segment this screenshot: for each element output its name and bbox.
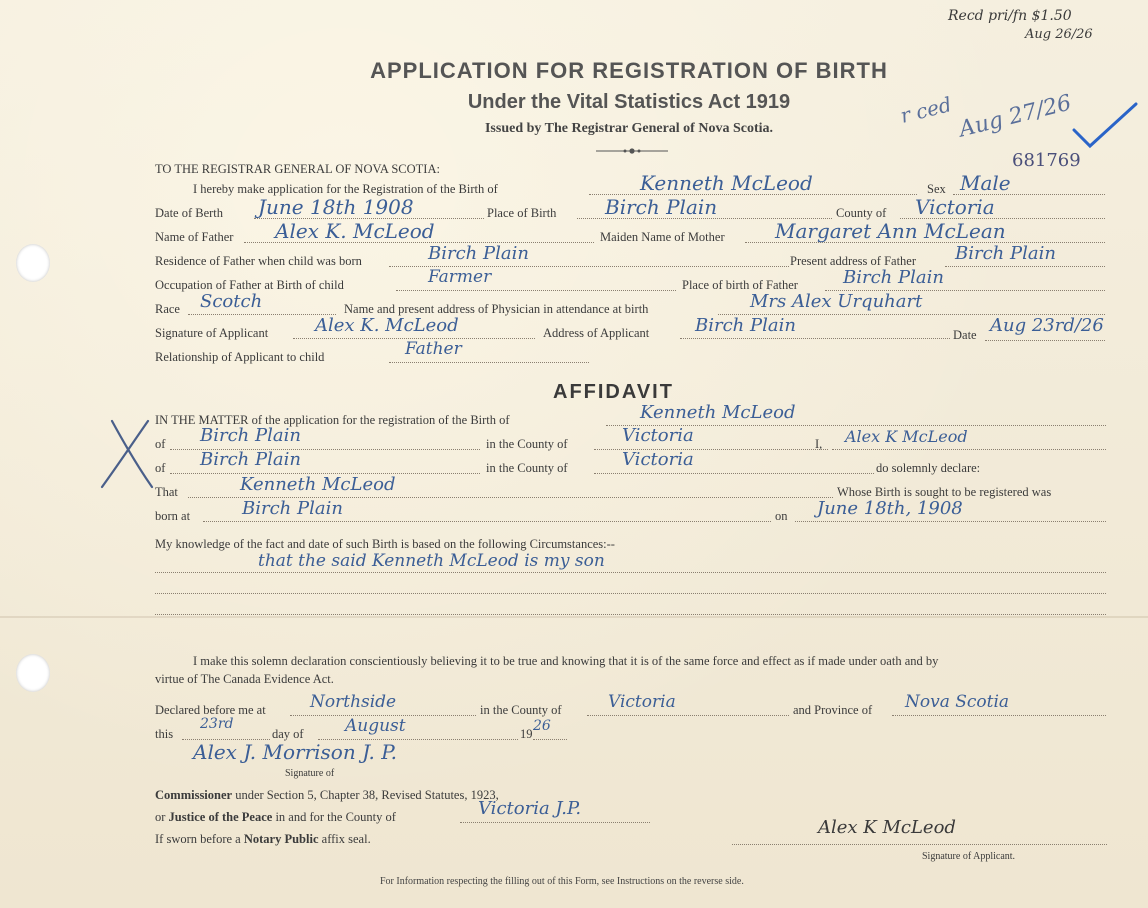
dob-label: Date of Berth xyxy=(155,206,224,220)
sex-label: Sex xyxy=(927,182,946,196)
declared-county-line xyxy=(587,715,789,716)
mother-label: Maiden Name of Mother xyxy=(600,230,725,244)
county2-value: Victoria xyxy=(622,449,694,470)
county-label: County of xyxy=(836,206,887,220)
applicant-signature-line xyxy=(732,844,1107,845)
matter-label: IN THE MATTER of the application for the registration of the Birth of xyxy=(155,413,510,427)
circumstance-line-2 xyxy=(155,593,1106,594)
notary-pre: If sworn before a xyxy=(155,832,241,846)
day-of-label: day of xyxy=(272,727,304,741)
matter-name: Kenneth McLeod xyxy=(640,402,796,423)
jp-county: Victoria J.P. xyxy=(478,798,582,819)
race-label: Race xyxy=(155,302,180,316)
signature-of-label: Signature of xyxy=(285,768,335,779)
received-note: Recd pri/fn $1.50 xyxy=(948,8,1072,24)
x-mark-icon xyxy=(98,415,158,493)
res-father-label: Residence of Father when child was born xyxy=(155,254,362,268)
born-at-value: Birch Plain xyxy=(242,498,343,519)
recd-note: r ced xyxy=(897,92,954,128)
form-title: APPLICATION FOR REGISTRATION OF BIRTH xyxy=(370,58,888,83)
declared-county: Victoria xyxy=(608,692,676,712)
child-name: Kenneth McLeod xyxy=(640,171,813,195)
circumstance-line-3 xyxy=(155,614,1106,615)
present-addr-value: Birch Plain xyxy=(955,243,1056,264)
solemnly-label: do solemnly declare: xyxy=(876,461,981,475)
intro-label: I hereby make application for the Registration of the Birth of xyxy=(193,182,498,196)
present-addr-line xyxy=(945,266,1105,267)
res-father-value: Birch Plain xyxy=(428,243,529,264)
commissioner-text: under Section 5, Chapter 38, Revised Statutes, 1923, xyxy=(235,788,499,802)
addr-applicant-line xyxy=(680,338,950,339)
declared-label: Declared before me at xyxy=(155,703,266,717)
jp-county-line xyxy=(460,822,650,823)
declarant-line xyxy=(832,449,1106,450)
dob-value: June 18th 1908 xyxy=(258,195,414,219)
sex-value: Male xyxy=(960,171,1011,195)
mother-value: Margaret Ann McLean xyxy=(775,219,1006,243)
county-value: Victoria xyxy=(915,195,995,219)
received-note-date: Aug 26/26 xyxy=(1025,27,1093,42)
affidavit-heading: AFFIDAVIT xyxy=(553,381,674,403)
paper-fold xyxy=(0,616,1148,618)
applicant-signature: Alex K McLeod xyxy=(818,817,956,838)
recd-note-date: Aug 27/26 xyxy=(956,90,1074,143)
date-label: Date xyxy=(953,328,977,342)
month-value: August xyxy=(345,716,406,736)
physician-value: Mrs Alex Urquhart xyxy=(750,291,923,312)
race-value: Scotch xyxy=(200,291,263,312)
declared-place: Northside xyxy=(310,692,397,712)
declared-county-label: in the County of xyxy=(480,703,562,717)
year-line xyxy=(533,739,567,740)
province-label: and Province of xyxy=(793,703,873,717)
day-value: 23rd xyxy=(200,716,234,732)
physician-label: Name and present address of Physician in attendance at birth xyxy=(344,302,649,316)
of1-label: of xyxy=(155,437,166,451)
that-label: That xyxy=(155,485,178,499)
issued-by: Issued by The Registrar General of Nova Scotia. xyxy=(484,121,774,136)
ornament-icon xyxy=(596,147,668,155)
present-addr-label: Present address of Father xyxy=(790,254,917,268)
pob-value: Birch Plain xyxy=(605,195,718,219)
born-at-label: born at xyxy=(155,509,191,523)
occupation-label: Occupation of Father at Birth of child xyxy=(155,278,344,292)
circumstance-value: that the said Kenneth McLeod is my son xyxy=(258,551,605,571)
declaration-line-2: virtue of The Canada Evidence Act. xyxy=(155,672,334,686)
pob-label: Place of Birth xyxy=(487,206,557,220)
or-label: or xyxy=(155,810,166,824)
that-name: Kenneth McLeod xyxy=(240,474,396,495)
relationship-value: Father xyxy=(405,339,462,359)
relationship-label: Relationship of Applicant to child xyxy=(155,350,325,364)
province-line xyxy=(892,715,1106,716)
born-on-line xyxy=(795,521,1106,522)
notary-post: affix seal. xyxy=(321,832,371,846)
salutation: TO THE REGISTRAR GENERAL OF NOVA SCOTIA: xyxy=(155,162,440,176)
sig-label: Signature of Applicant xyxy=(155,326,269,340)
year-prefix: 19 xyxy=(520,727,533,741)
jp-label: Justice of the Peace xyxy=(168,810,273,824)
knowledge-label: My knowledge of the fact and date of such Birth is based on the following Circumstances:-- xyxy=(155,537,615,551)
on-label: on xyxy=(775,509,788,523)
of2-label: of xyxy=(155,461,166,475)
declarant-value: Alex K McLeod xyxy=(845,427,968,446)
county1-value: Victoria xyxy=(622,425,694,446)
county2-label: in the County of xyxy=(486,461,568,475)
date-value: Aug 23rd/26 xyxy=(990,315,1104,336)
commissioner-label: Commissioner xyxy=(155,788,233,802)
addr-applicant-value: Birch Plain xyxy=(695,315,796,336)
declaration-line-1: I make this solemn declaration conscientiously believing it to be true and knowing that it is of the same force and effect as if made under oath and by xyxy=(193,654,939,668)
footer-note: For Information respecting the filling out of this Form, see Instructions on the reverse side. xyxy=(380,876,744,887)
jp-text: in and for the County of xyxy=(275,810,396,824)
father-pob-value: Birch Plain xyxy=(843,267,944,288)
occupation-line xyxy=(396,290,676,291)
county2-line xyxy=(594,473,874,474)
circumstance-line-1 xyxy=(155,572,1106,573)
relationship-line xyxy=(389,362,589,363)
file-number: 681769 xyxy=(1012,150,1081,171)
punch-hole-bottom xyxy=(16,654,50,692)
sig-value: Alex K. McLeod xyxy=(315,315,459,336)
of2-value: Birch Plain xyxy=(200,449,301,470)
i-label: I, xyxy=(815,437,823,451)
father-value: Alex K. McLeod xyxy=(275,219,435,243)
province-value: Nova Scotia xyxy=(905,692,1010,712)
jp-signature: Alex J. Morrison J. P. xyxy=(193,740,398,764)
signature-of-applicant-label: Signature of Applicant. xyxy=(922,851,1016,862)
date-line xyxy=(985,340,1105,341)
whose-birth-label: Whose Birth is sought to be registered was xyxy=(837,485,1052,499)
of1-value: Birch Plain xyxy=(200,425,301,446)
father-pob-label: Place of birth of Father xyxy=(682,278,798,292)
born-at-line xyxy=(203,521,771,522)
notary-label: Notary Public xyxy=(243,832,319,846)
this-label: this xyxy=(155,727,174,741)
father-label: Name of Father xyxy=(155,230,234,244)
race-line xyxy=(188,314,336,315)
year-value: 26 xyxy=(533,718,551,734)
addr-applicant-label: Address of Applicant xyxy=(543,326,650,340)
born-on-value: June 18th, 1908 xyxy=(817,498,963,519)
county1-label: in the County of xyxy=(486,437,568,451)
punch-hole-top xyxy=(16,244,50,282)
form-subtitle: Under the Vital Statistics Act 1919 xyxy=(467,91,791,113)
occupation-value: Farmer xyxy=(428,267,492,287)
